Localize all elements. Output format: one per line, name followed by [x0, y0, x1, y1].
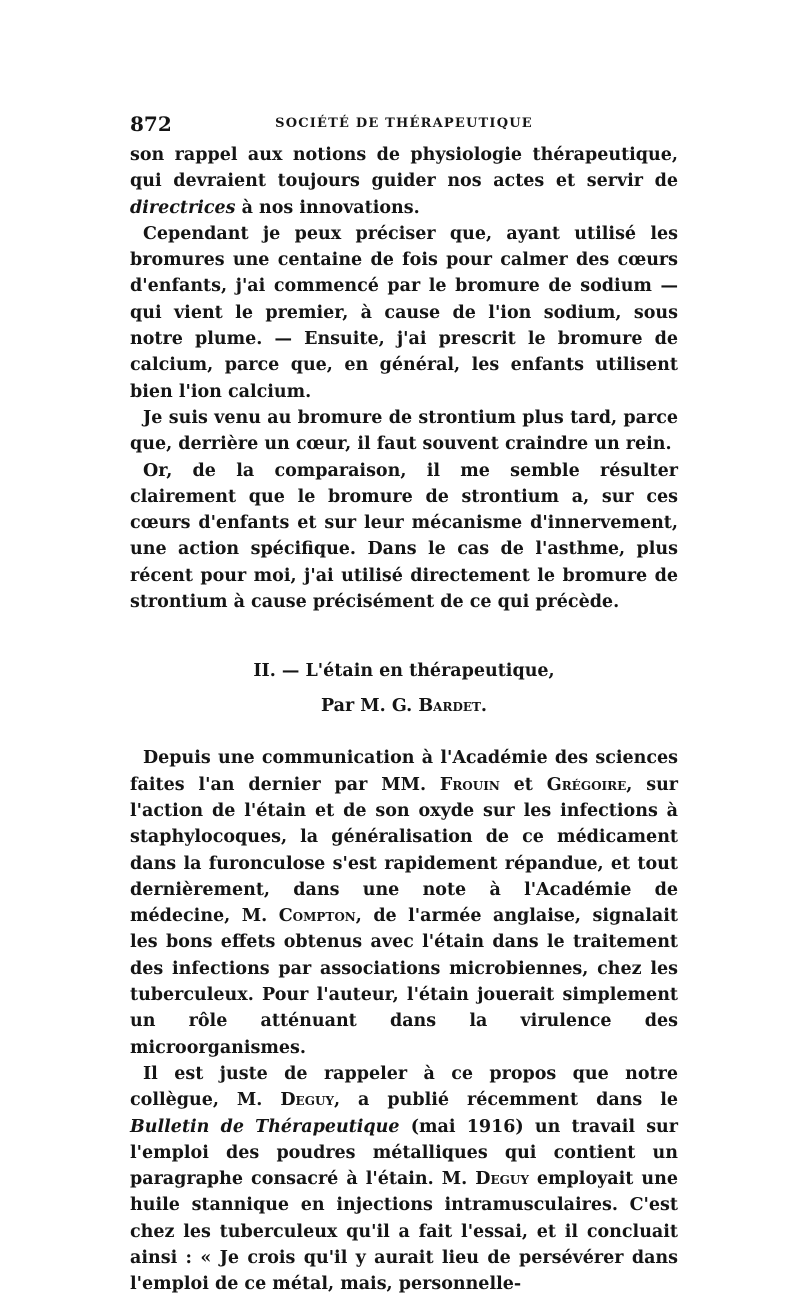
- paragraph: Depuis une communication à l'Académie des sciences faites l'an dernier par MM. Frouin et Grégoire, sur l'action de l'étain et de son oxyde sur les infections à staphylocoques, la généralisation de ce médicament dans la furonculose s'est rapidement répandue, et tout dernièrement, dans une note à l'Académie de médecine, M. Compton, de l'armée anglaise, signalait les bons effets obtenus avec l'étain dans le traitement des infections par associations microbiennes, chez les tuberculeux. Pour l'auteur, l'étain jouerait simplement un rôle atténuant dans la virulence des microorganismes.: [130, 748, 679, 1058]
- author-reference: Compton: [278, 906, 356, 927]
- author-name: Bardet.: [418, 696, 488, 717]
- author-line: Par M. G. Bardet.: [320, 696, 488, 717]
- paragraph: Il est juste de rappeler à ce propos que notre collègue, M. Deguy, a publié récemment dans le Bulletin de Thérapeutique (mai 1916) un travail sur l'emploi des poudres métalliques qui contient un paragraphe consacré à l'étain. M. Deguy employait une huile stannique en injections intramusculaires. C'est chez les tuberculeux qu'il a fait l'essai, et il concluait ainsi : « Je crois qu'il y aurait lieu de persévérer dans l'emploi de ce métal, mais, personnelle-: [130, 1063, 678, 1295]
- page-number: 872: [130, 112, 172, 136]
- paragraph: Or, de la comparaison, il me semble résulter clairement que le bromure de strontium a, sur ces cœurs d'enfants et sur leur mécanisme d'innervement, une action spécifique. Dans le cas de l'asthme, plus récent pour moi, j'ai utilisé directement le bromure de strontium à cause précisément de ce qui précède.: [130, 460, 678, 613]
- paragraph: Cependant je peux préciser que, ayant utilisé les bromures une centaine de fois pour calmer des cœurs d'enfants, j'ai commencé par le bromure de sodium — qui vient le premier, à cause de l'ion sodium, sous notre plume. — Ensuite, j'ai prescrit le bromure de calcium, parce que, en général, les enfants utilisent bien l'ion calcium.: [130, 223, 678, 402]
- paragraph: Je suis venu au bromure de strontium plus tard, parce que, derrière un cœur, il faut souvent craindre un rein.: [130, 407, 678, 455]
- body-text: [130, 142, 678, 615]
- running-head: [130, 112, 678, 142]
- author-reference: Deguy: [280, 1090, 334, 1111]
- paragraph: son rappel aux notions de physiologie thérapeutique, qui devraient toujours guider nos actes et servir de directrices à nos innovations.: [130, 145, 678, 218]
- book-page: [130, 112, 678, 1298]
- running-title: SOCIÉTÉ DE THÉRAPEUTIQUE: [275, 116, 533, 131]
- section-body-text: [130, 745, 678, 1297]
- emphasis: directrices: [130, 197, 236, 218]
- author-reference: Frouin: [439, 774, 500, 795]
- journal-title: Bulletin de Thérapeutique: [130, 1116, 400, 1137]
- section-heading: II. — L'étain en thérapeutique,: [253, 661, 555, 682]
- author-reference: Deguy: [475, 1169, 529, 1190]
- author-reference: Grégoire: [546, 774, 627, 795]
